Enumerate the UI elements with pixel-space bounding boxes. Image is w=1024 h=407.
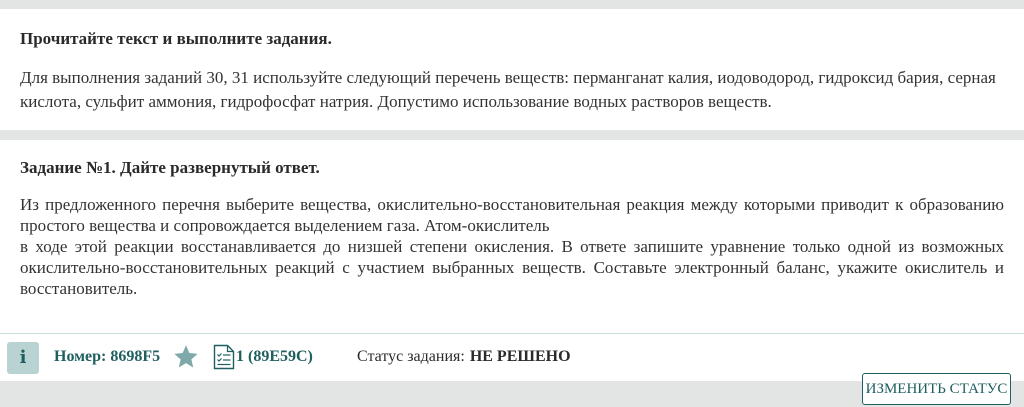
document-list-icon[interactable]	[213, 344, 235, 370]
intro-heading: Прочитайте текст и выполните задания.	[20, 29, 332, 48]
intro-text: Для выполнения заданий 30, 31 используйте следующий перечень веществ: перманганат калия, иодоводород, гидроксид бария, серная кислота, сульфит аммония, гидрофосфат натрия. Допустимо использование водных растворов веществ.	[20, 68, 996, 111]
variant-link[interactable]: 1 (89E59C)	[236, 348, 313, 365]
info-button[interactable]: i	[7, 342, 39, 374]
status-value: НЕ РЕШЕНО	[469, 348, 571, 365]
task-text-part1: Из предложенного перечня выберите вещества, окислительно-восстановительная реакция между которыми приводит к образованию простого вещества и сопровождается выделением газа. Атом-окислитель	[20, 195, 1004, 235]
change-status-button[interactable]: ИЗМЕНИТЬ СТАТУС	[862, 373, 1011, 405]
task-text	[20, 194, 1004, 299]
task-number: Номер: 8698F5	[54, 348, 161, 365]
star-icon[interactable]	[172, 343, 200, 371]
task-text-part2: в ходе этой реакции восстанавливается до низшей степени окисления. В ответе запишите уравнение только одной из возможных окислительно-восстановительных реакций с участием выбранных веществ. Составьте электронный баланс, укажите окислитель и восстановитель.	[20, 237, 1004, 298]
intro-card	[0, 9, 1024, 130]
task-heading: Задание №1. Дайте развернутый ответ.	[20, 158, 320, 177]
task-status	[357, 348, 571, 366]
status-label: Статус задания:	[357, 348, 465, 365]
